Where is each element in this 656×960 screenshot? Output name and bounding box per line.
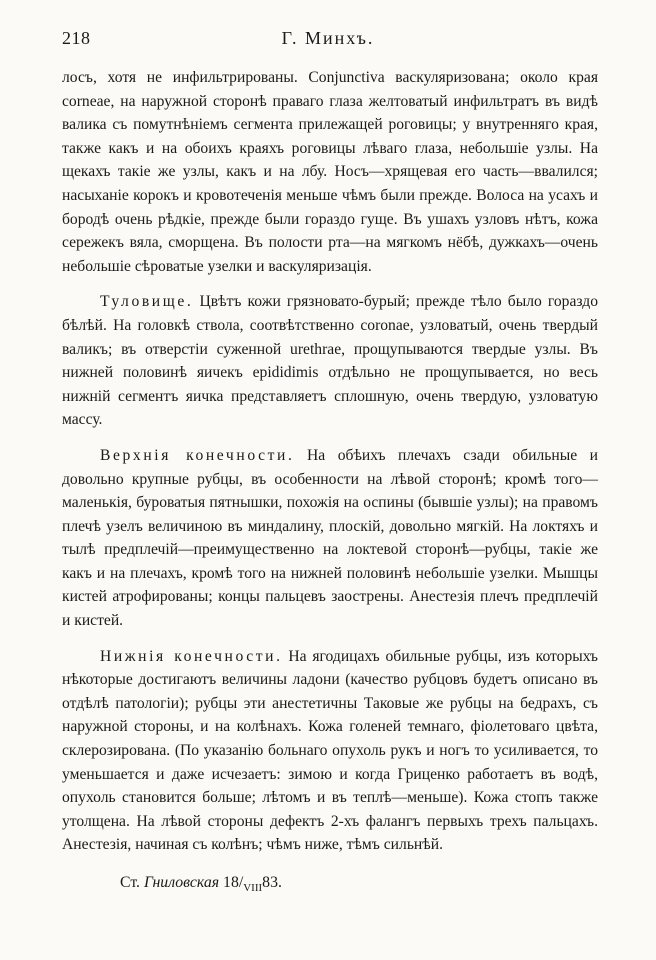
signature-month: VIII — [243, 882, 263, 894]
paragraph-face: лосъ, хотя не инфильтрированы. Conjunctiva васкуляризована; около края corneae, на наружной сторонѣ праваго глаза желтоватый инфильтратъ въ видѣ валика съ помутнѣніемъ сегмента прилежащей роговицы; у внутренняго края, также какъ и на обоихъ краяхъ роговицы лѣваго глаза, небольшiе узлы. На щекахъ такiе же узлы, какъ и на лбу. Носъ—хрящевая его часть—ввалился; насыханіе корокъ и кровотеченія меньше чѣмъ были прежде. Волоса на усахъ и бородѣ очень рѣдкiе, прежде были гораздо гуще. Въ ушахъ узловъ нѣтъ, кожа сережекъ вяла, сморщена. Въ полости рта—на мягкомъ нёбѣ, дужкахъ—очень небольшiе сѣроватые узелки и васкуляризація. — [62, 69, 598, 275]
paragraph-lower-limbs-text: На ягодицахъ обильные рубцы, изъ которыхъ нѣкоторые достигаютъ величины ладони (качество рубцовъ будетъ описано въ отдѣлѣ патологiи); рубцы эти анестетичны Таковые же рубцы на бедрахъ, съ наружной стороны, и на колѣнахъ. Кожа голеней темнаго, фіолетоваго цвѣта, склерозирована. (По указанiю больнаго опухоль рукъ и ногъ то усиливается, то уменьшается и даже исчезаетъ: зимою и когда Гриценко работаетъ въ водѣ, опухоль становится больше; лѣтомъ и въ теплѣ—меньше). Кожа стопъ также утолщена. На лѣвой стороны дефектъ 2-хъ фалангъ первыхъ трехъ пальцахъ. Анестезія, начиная съ колѣнъ; чѣмъ ниже, тѣмъ сильнѣй. — [62, 647, 598, 854]
page-header — [62, 28, 594, 56]
page-number: 218 — [62, 28, 91, 48]
section-heading-torso: Туловище. — [100, 293, 194, 311]
paragraph-torso-text: Цвѣтъ кожи грязновато-бурый; прежде тѣло было гораздо бѣлѣй. На головкѣ ствола, соотвѣтственно coronae, узловатый, очень твердый валикъ; въ отверстiи суженной urethrae, прощупываются твердые узлы. Въ нижней половинѣ яичекъ epididimis отдѣльно не прощупывается, но весь нижнiй сегментъ яичка представляетъ сплошную, очень твердую, узловатую массу. — [62, 293, 598, 429]
running-head: Г. Минхъ. — [281, 28, 375, 48]
signature-date — [223, 874, 282, 894]
signature-place: Гниловская — [143, 874, 220, 891]
section-heading-lower-limbs: Нижнія конечности. — [100, 647, 283, 665]
paragraph-upper-limbs-text: На обѣихъ плечахъ сзади обильные и довольно крупные рубцы, въ особенности на лѣвой сторонѣ; кромѣ того—маленькія, буроватыя пятнышки, похожія на оспины (бывшiе узлы); на правомъ плечѣ узелъ величиною въ миндалину, плоскiй, довольно мягкiй. На локтяхъ и тылѣ предплечiй—преимущественно на локтевой сторонѣ—рубцы, такiе же какъ и на плечахъ, кромѣ того на нижней половинѣ небольшiе узелки. Мышцы кистей атрофированы; концы пальцевъ заострены. Анестезія плечъ предплечiй и кистей. — [62, 446, 598, 630]
paragraph-lower-limbs — [62, 645, 598, 857]
signature-prefix: Ст. — [120, 874, 140, 891]
body-text — [62, 66, 598, 901]
paragraph-torso — [62, 290, 598, 432]
signature-line — [62, 871, 598, 901]
signature-day: 18/ — [223, 874, 244, 891]
paragraph-upper-limbs — [62, 444, 598, 633]
section-heading-upper-limbs: Верхнія конечности. — [100, 446, 295, 464]
signature-year: 83. — [262, 874, 282, 891]
